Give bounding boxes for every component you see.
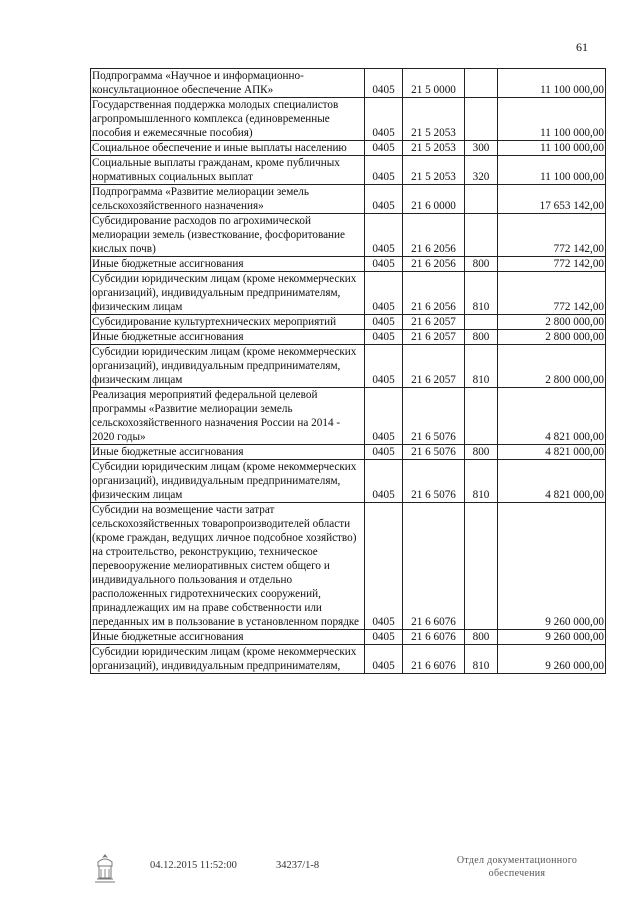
table-row bbox=[91, 156, 606, 185]
table-row bbox=[91, 257, 606, 272]
row-expense-kind: 800 bbox=[465, 330, 498, 345]
row-name: Государственная поддержка молодых специалистов агропромышленного комплекса (единовременные пособия и ежемесячные пособия) bbox=[91, 98, 365, 141]
row-name: Социальные выплаты гражданам, кроме публичных нормативных социальных выплат bbox=[91, 156, 365, 185]
row-name: Субсидии юридическим лицам (кроме некоммерческих организаций), индивидуальным предпринимателям, bbox=[91, 645, 365, 674]
row-article-code: 21 6 2057 bbox=[403, 315, 465, 330]
row-amount: 4 821 000,00 bbox=[498, 460, 606, 503]
table-row bbox=[91, 98, 606, 141]
row-article-code: 21 6 6076 bbox=[403, 630, 465, 645]
row-name: Субсидирование расходов по агрохимической мелиорации земель (известкование, фосфоритование кислых почв) bbox=[91, 214, 365, 257]
row-section-code: 0405 bbox=[365, 214, 403, 257]
row-section-code: 0405 bbox=[365, 645, 403, 674]
row-section-code: 0405 bbox=[365, 445, 403, 460]
row-expense-kind bbox=[465, 185, 498, 214]
row-name: Иные бюджетные ассигнования bbox=[91, 445, 365, 460]
row-article-code: 21 6 6076 bbox=[403, 645, 465, 674]
row-article-code: 21 5 2053 bbox=[403, 156, 465, 185]
row-name: Иные бюджетные ассигнования bbox=[91, 257, 365, 272]
footer bbox=[92, 852, 592, 892]
row-name: Субсидии юридическим лицам (кроме некоммерческих организаций), индивидуальным предпринимателям, физическим лицам bbox=[91, 272, 365, 315]
row-amount: 772 142,00 bbox=[498, 257, 606, 272]
row-expense-kind bbox=[465, 69, 498, 98]
row-section-code: 0405 bbox=[365, 388, 403, 445]
row-expense-kind bbox=[465, 214, 498, 257]
table-row bbox=[91, 272, 606, 315]
table-row bbox=[91, 445, 606, 460]
table-row bbox=[91, 69, 606, 98]
row-amount: 9 260 000,00 bbox=[498, 645, 606, 674]
budget-table-body bbox=[91, 69, 606, 674]
table-row bbox=[91, 315, 606, 330]
row-amount: 2 800 000,00 bbox=[498, 330, 606, 345]
row-amount: 11 100 000,00 bbox=[498, 141, 606, 156]
row-amount: 772 142,00 bbox=[498, 272, 606, 315]
page-number: 61 bbox=[576, 40, 588, 54]
row-section-code: 0405 bbox=[365, 345, 403, 388]
row-name: Подпрограмма «Развитие мелиорации земель сельскохозяйственного назначения» bbox=[91, 185, 365, 214]
row-section-code: 0405 bbox=[365, 141, 403, 156]
table-row bbox=[91, 630, 606, 645]
table-row bbox=[91, 185, 606, 214]
row-article-code: 21 5 2053 bbox=[403, 141, 465, 156]
row-article-code: 21 6 2056 bbox=[403, 257, 465, 272]
row-article-code: 21 6 0000 bbox=[403, 185, 465, 214]
row-expense-kind: 810 bbox=[465, 345, 498, 388]
footer-timestamp: 04.12.2015 11:52:00 bbox=[150, 860, 237, 871]
row-amount: 4 821 000,00 bbox=[498, 445, 606, 460]
row-section-code: 0405 bbox=[365, 69, 403, 98]
row-amount: 17 653 142,00 bbox=[498, 185, 606, 214]
row-name: Реализация мероприятий федеральной целевой программы «Развитие мелиорации земель сельскохозяйственного назначения России на 2014 - 2020 годы» bbox=[91, 388, 365, 445]
row-section-code: 0405 bbox=[365, 257, 403, 272]
row-amount: 2 800 000,00 bbox=[498, 315, 606, 330]
row-expense-kind: 810 bbox=[465, 645, 498, 674]
row-section-code: 0405 bbox=[365, 98, 403, 141]
row-article-code: 21 5 2053 bbox=[403, 98, 465, 141]
table-row bbox=[91, 330, 606, 345]
row-expense-kind: 800 bbox=[465, 630, 498, 645]
table-row bbox=[91, 645, 606, 674]
row-amount: 9 260 000,00 bbox=[498, 503, 606, 630]
row-name: Иные бюджетные ассигнования bbox=[91, 330, 365, 345]
row-article-code: 21 5 0000 bbox=[403, 69, 465, 98]
table-row bbox=[91, 345, 606, 388]
row-section-code: 0405 bbox=[365, 330, 403, 345]
row-article-code: 21 6 5076 bbox=[403, 388, 465, 445]
row-article-code: 21 6 2057 bbox=[403, 330, 465, 345]
row-amount: 11 100 000,00 bbox=[498, 98, 606, 141]
footer-doc-number: 34237/1-8 bbox=[276, 860, 320, 871]
row-name: Субсидии юридическим лицам (кроме некоммерческих организаций), индивидуальным предпринимателям, физическим лицам bbox=[91, 345, 365, 388]
row-expense-kind bbox=[465, 388, 498, 445]
row-expense-kind: 810 bbox=[465, 460, 498, 503]
table-row bbox=[91, 460, 606, 503]
row-amount: 9 260 000,00 bbox=[498, 630, 606, 645]
row-name: Подпрограмма «Научное и информационно-консультационное обеспечение АПК» bbox=[91, 69, 365, 98]
row-expense-kind: 320 bbox=[465, 156, 498, 185]
row-name: Субсидирование культуртехнических мероприятий bbox=[91, 315, 365, 330]
row-expense-kind bbox=[465, 503, 498, 630]
row-section-code: 0405 bbox=[365, 185, 403, 214]
footer-department-line2: обеспечения bbox=[488, 868, 546, 879]
row-section-code: 0405 bbox=[365, 460, 403, 503]
row-expense-kind bbox=[465, 98, 498, 141]
row-amount: 11 100 000,00 bbox=[498, 69, 606, 98]
footer-department-line1: Отдел документационного bbox=[456, 855, 578, 866]
budget-table bbox=[90, 68, 606, 674]
row-name: Иные бюджетные ассигнования bbox=[91, 630, 365, 645]
row-section-code: 0405 bbox=[365, 503, 403, 630]
row-name: Субсидии на возмещение части затрат сельскохозяйственных товаропроизводителей области (кроме граждан, ведущих личное подсобное хозяйство) на строительство, реконструкцию, техническое перевооружение мелиоративных систем общего и индивидуального пользования и отдельно расположенных гидротехнических сооружений, принадлежащих им на праве собственности или переданных им в пользование в установленном порядке bbox=[91, 503, 365, 630]
row-name: Социальное обеспечение и иные выплаты населению bbox=[91, 141, 365, 156]
table-row bbox=[91, 388, 606, 445]
row-article-code: 21 6 2056 bbox=[403, 272, 465, 315]
row-amount: 4 821 000,00 bbox=[498, 388, 606, 445]
table-row bbox=[91, 141, 606, 156]
row-amount: 772 142,00 bbox=[498, 214, 606, 257]
row-article-code: 21 6 2057 bbox=[403, 345, 465, 388]
row-amount: 11 100 000,00 bbox=[498, 156, 606, 185]
row-expense-kind: 800 bbox=[465, 445, 498, 460]
row-section-code: 0405 bbox=[365, 630, 403, 645]
footer-department-stamp bbox=[442, 854, 592, 880]
row-article-code: 21 6 5076 bbox=[403, 460, 465, 503]
row-expense-kind: 300 bbox=[465, 141, 498, 156]
row-section-code: 0405 bbox=[365, 315, 403, 330]
table-row bbox=[91, 503, 606, 630]
table-row bbox=[91, 214, 606, 257]
row-name: Субсидии юридическим лицам (кроме некоммерческих организаций), индивидуальным предпринимателям, физическим лицам bbox=[91, 460, 365, 503]
row-article-code: 21 6 6076 bbox=[403, 503, 465, 630]
row-article-code: 21 6 5076 bbox=[403, 445, 465, 460]
row-section-code: 0405 bbox=[365, 272, 403, 315]
row-article-code: 21 6 2056 bbox=[403, 214, 465, 257]
row-section-code: 0405 bbox=[365, 156, 403, 185]
row-expense-kind: 800 bbox=[465, 257, 498, 272]
row-expense-kind: 810 bbox=[465, 272, 498, 315]
row-amount: 2 800 000,00 bbox=[498, 345, 606, 388]
row-expense-kind bbox=[465, 315, 498, 330]
coat-of-arms-icon bbox=[92, 852, 118, 886]
